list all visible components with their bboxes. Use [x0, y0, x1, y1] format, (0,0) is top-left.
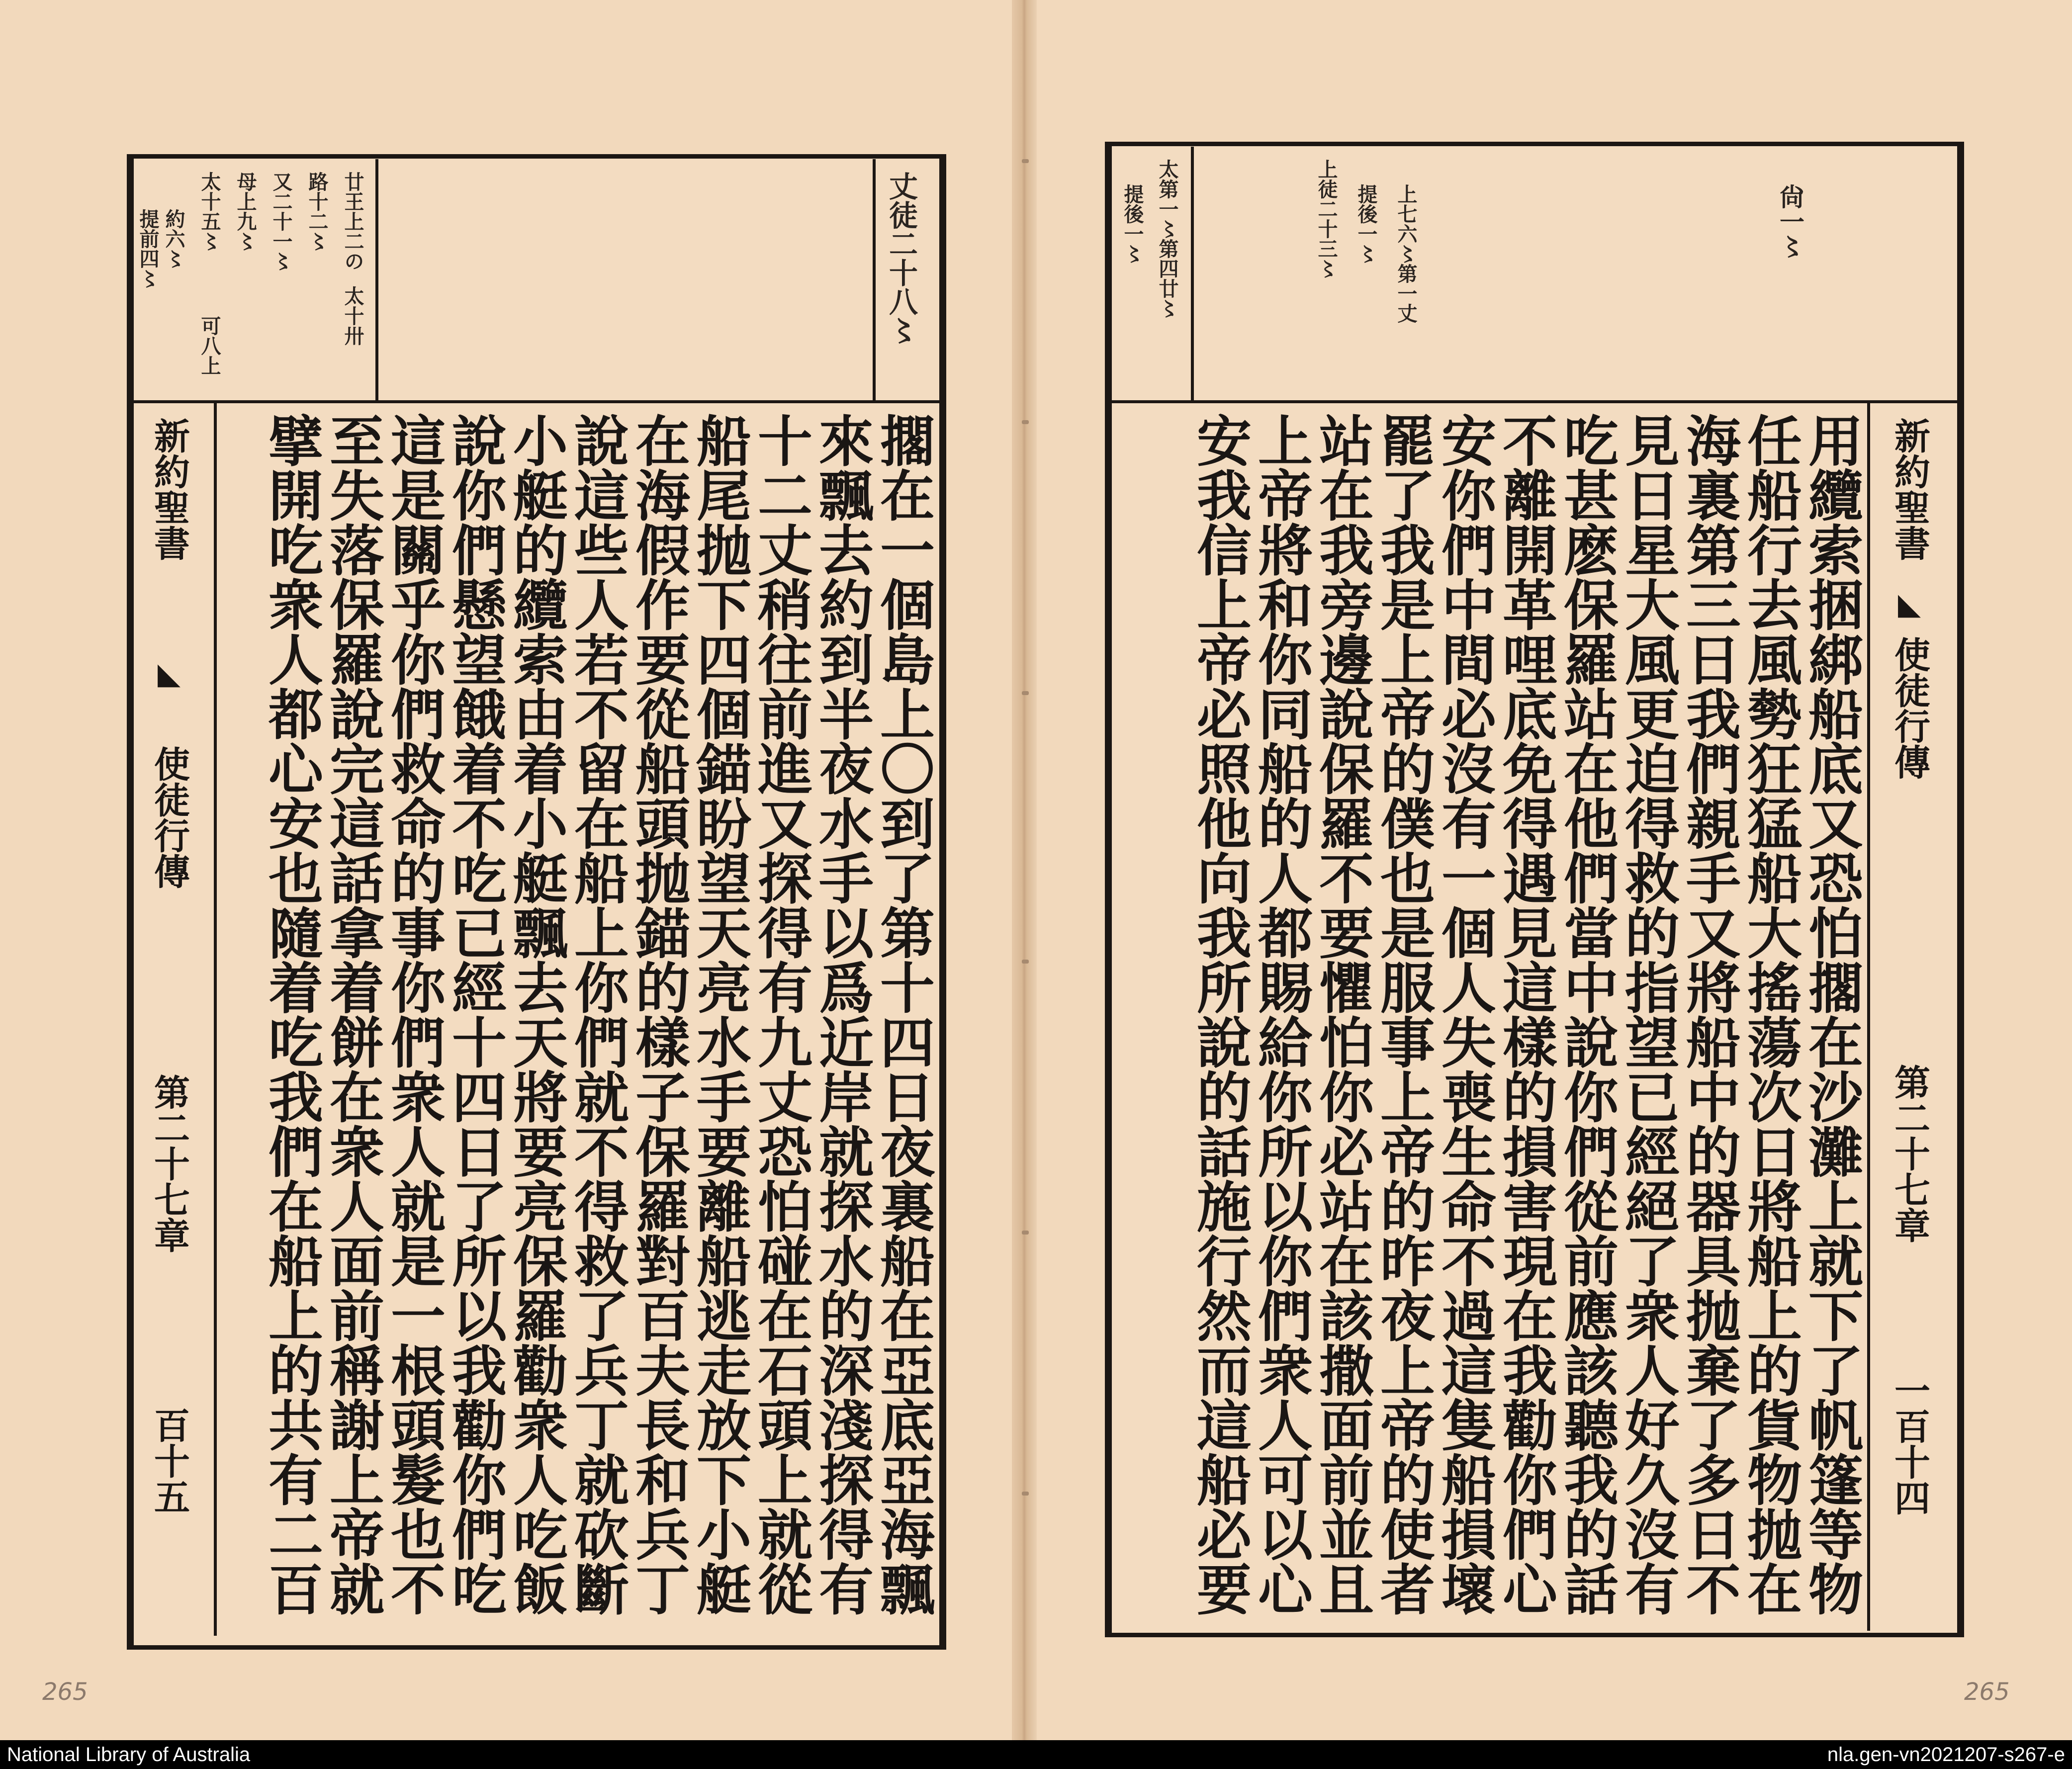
text-column: 用纜索捆綁船底又恐怕擱在沙灘上就下了帆篷等物	[1800, 413, 1864, 1616]
cross-ref-note: 提前四〻	[136, 209, 160, 288]
cross-ref-note: 路十二〻	[305, 172, 329, 251]
binding-stitch	[1022, 691, 1029, 695]
text-column: 擱在一個島上〇到了第十四日夜裏船在亞底亞海飄	[871, 413, 935, 1616]
text-column: 不離開革哩底免得遇見這樣的損害現在我勸你們心	[1494, 413, 1558, 1616]
book-name: 使徒行傳	[1889, 636, 1931, 780]
footer-item-id: nla.gen-vn2021207-s267-e	[1827, 1744, 2065, 1766]
text-column: 十二丈稍往前進又探得有九丈恐怕碰在石頭上就從	[749, 413, 813, 1616]
cross-ref-note: 上七六〻第一丈	[1394, 184, 1418, 323]
pencil-page-number: 265	[1964, 1678, 2010, 1706]
text-column: 見日星大風更迫得救的指望已經絕了衆人好久沒有	[1616, 413, 1680, 1616]
right-header-divider	[1191, 147, 1194, 400]
cross-ref-note: 母上九〻	[234, 172, 257, 251]
text-column: 這是關乎你們救命的事你們衆人就是一根頭髮也不	[382, 413, 446, 1616]
text-column: 擘開吃衆人都心安也隨着吃我們在船上的共有二百	[260, 413, 324, 1616]
binding-stitch	[1022, 960, 1029, 964]
book-title: 新約聖書	[1889, 418, 1931, 561]
header-reference: 尙一〻	[1776, 184, 1805, 259]
cross-ref-note: 提後一〻	[1121, 184, 1144, 264]
left-header-divider	[375, 159, 378, 400]
cross-ref-note: 提後一〻	[1354, 184, 1378, 264]
binding-stitch	[1022, 420, 1029, 424]
left-header-rule	[127, 400, 946, 403]
binding-stitch	[1022, 1231, 1029, 1235]
text-column: 海裏第三日我們親手又將船中的器具抛棄了多日不	[1677, 413, 1741, 1616]
text-column: 罷了我是上帝的僕也是服事上帝的昨夜上帝的使者	[1371, 413, 1436, 1616]
title-mark: ◣	[1892, 587, 1927, 621]
cross-ref-note: 可八上	[198, 316, 221, 375]
chapter-label: 第二十七章	[148, 1074, 190, 1253]
left-header-divider	[873, 159, 876, 400]
binding-stitch	[1022, 1492, 1029, 1496]
footer-library-name: National Library of Australia	[7, 1744, 251, 1766]
page-number: 一百十四	[1889, 1372, 1931, 1515]
footer-bar	[0, 1740, 2072, 1769]
text-column: 任船行去風勢狂猛船大搖蕩次日將船上的貨物抛在	[1738, 413, 1802, 1616]
text-column: 小艇的纜索由着小艇飄去天將要亮保羅勸衆人吃飯	[504, 413, 568, 1616]
title-mark: ◣	[152, 656, 186, 691]
binding-stitch	[1022, 159, 1029, 163]
book-title: 新約聖書	[148, 418, 190, 561]
cross-ref-note: 太十五〻	[198, 172, 221, 251]
text-column: 吃甚麽保羅站在他們當中說你們從前應該聽我的話	[1555, 413, 1619, 1616]
text-column: 安你們中間必沒有一個人失喪生命不過這隻船損壞	[1433, 413, 1497, 1616]
book-gutter	[1012, 0, 1037, 1740]
cross-ref-note: 廿王上二の	[341, 172, 364, 271]
right-margin-rule	[1867, 403, 1870, 1631]
chapter-label: 第二十七章	[1889, 1064, 1931, 1243]
cross-ref-note: 上徒二十三〻	[1315, 159, 1338, 278]
text-column: 說你們懸望餓着不吃已經十四日了所以我勸你們吃	[443, 413, 507, 1616]
text-column: 安我信上帝必照他向我所說的話施行然而這船必要	[1188, 413, 1252, 1616]
text-column: 至失落保羅說完這話拿着餅在衆人面前稱謝上帝就	[321, 413, 385, 1616]
page-number: 百十五	[148, 1407, 190, 1514]
cross-ref-note: 又二十一〻	[270, 172, 293, 271]
cross-ref-note: 太第一〻第四廿〻	[1156, 159, 1179, 318]
pencil-page-number: 265	[42, 1678, 88, 1706]
cross-ref-note: 太十卅	[341, 286, 364, 346]
cross-ref-note: 約六〻	[162, 209, 185, 268]
right-header-rule	[1105, 400, 1964, 403]
text-column: 在海假作要從船頭抛錨的樣子保羅對百夫長和兵丁	[627, 413, 691, 1616]
header-reference: 丈徒二十八〻	[884, 172, 918, 345]
text-column: 站在我旁邊說保羅不要懼怕你必站在該撒面前並且	[1310, 413, 1374, 1616]
text-column: 船尾抛下四個錨盼望天亮水手要離船逃走放下小艇	[688, 413, 752, 1616]
left-margin-rule	[214, 403, 217, 1636]
text-column: 來飄去約到半夜水手以爲近岸就探水的深淺探得有	[810, 413, 874, 1616]
text-column: 上帝將和你同船的人都賜給你所以你們衆人可以心	[1249, 413, 1313, 1616]
text-column: 說這些人若不留在船上你們就不得救了兵丁就砍斷	[565, 413, 630, 1616]
book-name: 使徒行傳	[148, 746, 190, 889]
